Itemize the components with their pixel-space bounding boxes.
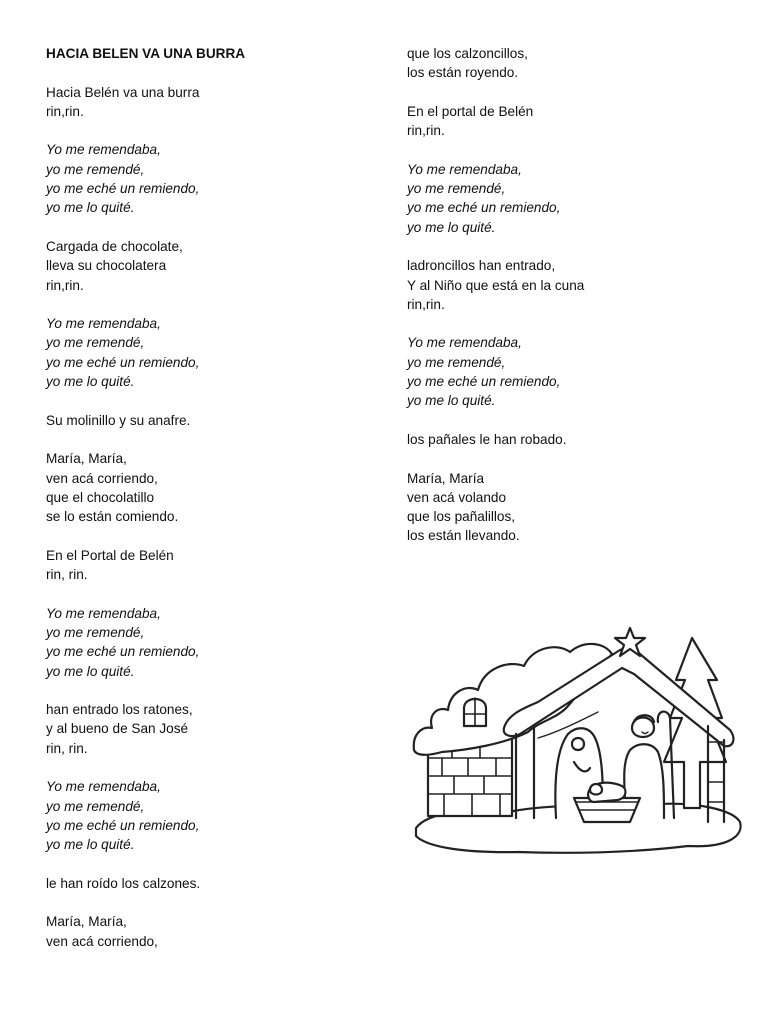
lyric-line: y al bueno de San José [46, 721, 189, 737]
lyric-line: yo me remendé, [407, 181, 506, 197]
verse-stanza [407, 256, 747, 314]
lyric-line: ladroncillos han entrado, [407, 258, 556, 274]
chorus-stanza [46, 777, 376, 854]
lyric-line: Yo me remendaba, [46, 142, 161, 158]
lyric-line: Yo me remendaba, [46, 605, 161, 621]
lyric-line: yo me eché un remiendo, [46, 817, 200, 833]
lyric-line: yo me eché un remiendo, [407, 374, 561, 390]
lyric-line: yo me eché un remiendo, [46, 181, 200, 197]
chorus-stanza [407, 333, 747, 410]
lyric-line: Yo me remendaba, [407, 335, 522, 351]
lyric-line: Yo me remendaba, [46, 316, 161, 332]
lyric-line: yo me lo quité. [407, 393, 496, 409]
verse-stanza [46, 237, 376, 295]
lyric-line: ven acá corriendo, [46, 933, 158, 949]
lyric-line: Yo me remendaba, [407, 161, 522, 177]
lyric-line: yo me eché un remiendo, [46, 644, 200, 660]
lyric-line: yo me remendé, [407, 354, 506, 370]
lyric-line: rin,rin. [46, 103, 84, 119]
lyric-line: Y al Niño que está en la cuna [407, 277, 585, 293]
lyric-line: Hacia Belén va una burra [46, 84, 200, 100]
lyric-line: se lo están comiendo. [46, 509, 179, 525]
lyric-line: rin,rin. [46, 277, 84, 293]
lyric-line: María, María, [46, 451, 127, 467]
lyrics-column-right [407, 44, 747, 546]
nativity-scene-icon [408, 622, 748, 858]
lyric-line: yo me remendé, [46, 624, 145, 640]
lyric-line: Cargada de chocolate, [46, 238, 183, 254]
lyric-line: que los calzoncillos, [407, 46, 528, 61]
verse-stanza [407, 430, 747, 449]
lyric-line: rin, rin. [46, 740, 88, 756]
lyric-line: rin, rin. [46, 567, 88, 583]
lyric-line: le han roído los calzones. [46, 875, 201, 891]
lyric-line: En el Portal de Belén [46, 547, 174, 563]
lyric-line: los están llevando. [407, 528, 520, 544]
lyric-line: lleva su chocolatera [46, 258, 167, 274]
lyric-line: En el portal de Belén [407, 103, 534, 119]
lyric-line: yo me remendé, [46, 335, 145, 351]
lyric-line: yo me lo quité. [46, 663, 135, 679]
lyric-line: rin,rin. [407, 123, 445, 139]
right-stanzas [407, 44, 747, 546]
lyric-line: ven acá volando [407, 489, 507, 505]
lyric-line: Yo me remendaba, [46, 779, 161, 795]
lyric-line: yo me lo quité. [407, 219, 496, 235]
verse-stanza [46, 874, 376, 893]
lyric-line: los están royendo. [407, 65, 519, 81]
lyric-line: yo me lo quité. [46, 374, 135, 390]
lyric-line: que el chocolatillo [46, 489, 155, 505]
lyric-line: han entrado los ratones, [46, 702, 193, 718]
lyric-line: los pañales le han robado. [407, 431, 567, 447]
lyrics-column-left [46, 44, 376, 951]
lyric-line: rin,rin. [407, 296, 445, 312]
lyric-line: yo me remendé, [46, 798, 145, 814]
lyric-line: que los pañalillos, [407, 509, 516, 525]
lyric-line: Su molinillo y su anafre. [46, 412, 191, 428]
verse-stanza [46, 700, 376, 758]
verse-stanza [46, 912, 376, 951]
left-stanzas [46, 83, 376, 951]
verse-stanza [407, 469, 747, 546]
verse-stanza [407, 44, 747, 83]
lyric-line: yo me eché un remiendo, [46, 354, 200, 370]
lyric-line: yo me eché un remiendo, [407, 200, 561, 216]
lyric-line: María, María, [46, 914, 127, 930]
lyric-line: yo me lo quité. [46, 200, 135, 216]
verse-stanza [46, 83, 376, 122]
chorus-stanza [46, 314, 376, 391]
chorus-stanza [46, 604, 376, 681]
lyric-line: María, María [407, 470, 485, 486]
lyric-line: ven acá corriendo, [46, 470, 158, 486]
verse-stanza [407, 102, 747, 141]
verse-stanza [46, 449, 376, 526]
verse-stanza [46, 546, 376, 585]
lyric-line: yo me lo quité. [46, 837, 135, 853]
chorus-stanza [407, 160, 747, 237]
verse-stanza [46, 411, 376, 430]
song-title: HACIA BELEN VA UNA BURRA [46, 46, 246, 61]
chorus-stanza [46, 140, 376, 217]
lyric-line: yo me remendé, [46, 161, 145, 177]
